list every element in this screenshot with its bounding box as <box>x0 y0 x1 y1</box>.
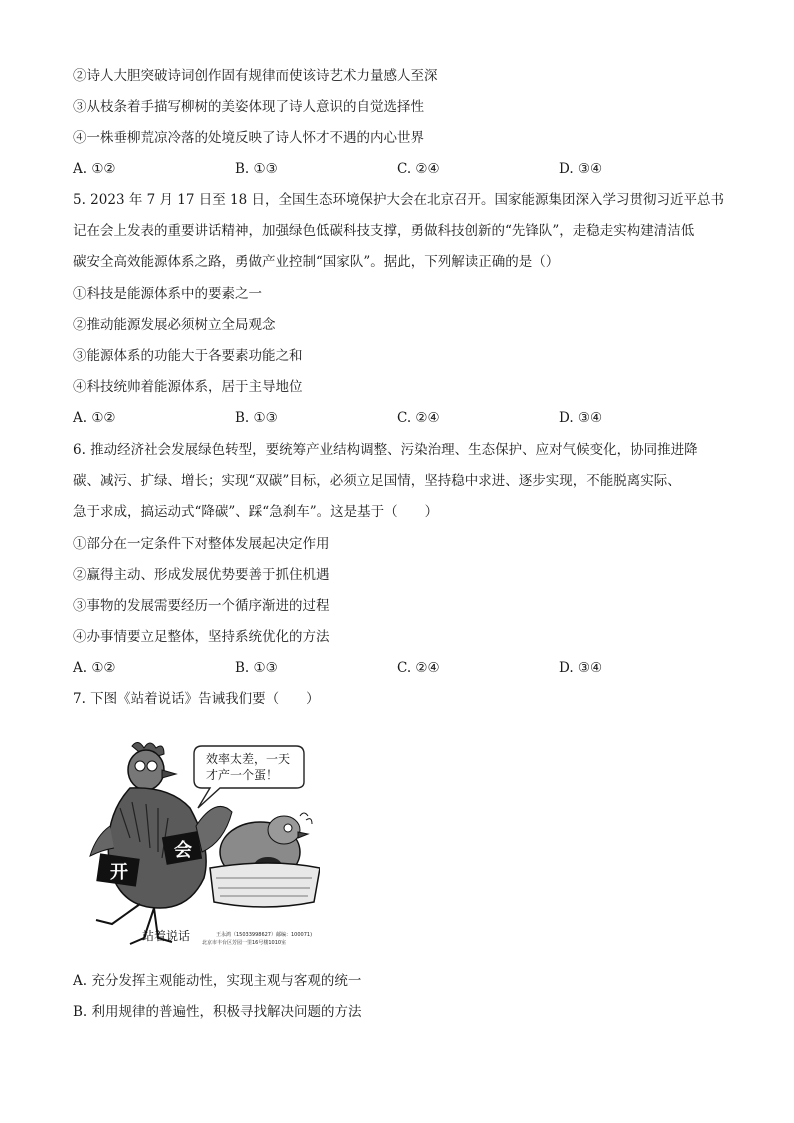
q4-option-a[interactable]: A. ①② <box>73 161 116 177</box>
q6-stem-line-3: 急于求成，搞运动式“降碳”、踩“急刹车”。这是基于（ ） <box>73 504 439 520</box>
q5-option-b[interactable]: B. ①③ <box>235 410 278 426</box>
q4-statement-2: ②诗人大胆突破诗词创作固有规律而使该诗艺术力量感人至深 <box>73 68 438 84</box>
q5-stem-line-2: 记在会上发表的重要讲话精神，加强绿色低碳科技支撑，勇做科技创新的“先锋队”，走稳走实构建清洁低 <box>73 223 695 239</box>
q6-statement-4: ④办事情要立足整体，坚持系统优化的方法 <box>73 629 330 645</box>
cartoon-credit-line-2: 北京市丰台区芳园一里16号楼1010室 <box>202 940 287 946</box>
q4-option-d[interactable]: D. ③④ <box>559 161 603 177</box>
q5-statement-2: ②推动能源发展必须树立全局观念 <box>73 317 276 333</box>
q6-statement-2: ②赢得主动、形成发展优势要善于抓住机遇 <box>73 567 330 583</box>
q6-stem-line-2: 碳、减污、扩绿、增长；实现“双碳”目标，必须立足国情，坚持稳中求进、逐步实现，不能脱离实际、 <box>73 473 681 489</box>
q6-statement-1: ①部分在一定条件下对整体发展起决定作用 <box>73 536 330 552</box>
cartoon-credit-line-1: 王永鸿（15033998627）邮编：100071) <box>216 932 313 938</box>
q4-option-b[interactable]: B. ①③ <box>235 161 278 177</box>
q6-statement-3: ③事物的发展需要经历一个循序渐进的过程 <box>73 598 330 614</box>
q6-option-a[interactable]: A. ①② <box>73 660 116 676</box>
q6-stem-line-1: 6. 推动经济社会发展绿色转型，要统筹产业结构调整、污染治理、生态保护、应对气候变化，协同推进降 <box>73 442 698 458</box>
q5-option-c[interactable]: C. ②④ <box>397 410 440 426</box>
q5-stem-line-3: 碳安全高效能源体系之路，勇做产业控制“国家队”。据此，下列解读正确的是（） <box>73 254 560 270</box>
q7-cartoon <box>70 738 320 953</box>
q5-statement-4: ④科技统帅着能源体系，居于主导地位 <box>73 379 303 395</box>
q5-option-d[interactable]: D. ③④ <box>559 410 603 426</box>
cartoon-caption: 站着说话 <box>142 929 191 943</box>
q7-option-a[interactable]: A. 充分发挥主观能动性，实现主观与客观的统一 <box>73 973 362 989</box>
q6-option-c[interactable]: C. ②④ <box>397 660 440 676</box>
q7-stem: 7. 下图《站着说话》告诫我们要（ ） <box>73 691 320 707</box>
sign-left-text: 开 <box>110 862 128 883</box>
q6-option-b[interactable]: B. ①③ <box>235 660 278 676</box>
q5-statement-1: ①科技是能源体系中的要素之一 <box>73 286 262 302</box>
q5-statement-3: ③能源体系的功能大于各要素功能之和 <box>73 348 303 364</box>
q4-option-c[interactable]: C. ②④ <box>397 161 440 177</box>
speech-line-1: 效率太差，一天 <box>206 752 291 766</box>
q6-option-d[interactable]: D. ③④ <box>559 660 603 676</box>
q4-statement-3: ③从枝条着手描写柳树的美姿体现了诗人意识的自觉选择性 <box>73 99 424 115</box>
q5-stem-line-1: 5. 2023 年 7 月 17 日至 18 日，全国生态环境保护大会在北京召开。国家能源集团深入学习贯彻习近平总书 <box>73 192 725 208</box>
q5-option-a[interactable]: A. ①② <box>73 410 116 426</box>
q7-option-b[interactable]: B. 利用规律的普遍性，积极寻找解决问题的方法 <box>73 1004 362 1020</box>
q4-statement-4: ④一株垂柳荒凉冷落的处境反映了诗人怀才不遇的内心世界 <box>73 130 424 146</box>
speech-bubble <box>194 746 304 808</box>
speech-line-2: 才产一个蛋！ <box>206 768 279 782</box>
sign-right-text: 会 <box>174 840 192 861</box>
